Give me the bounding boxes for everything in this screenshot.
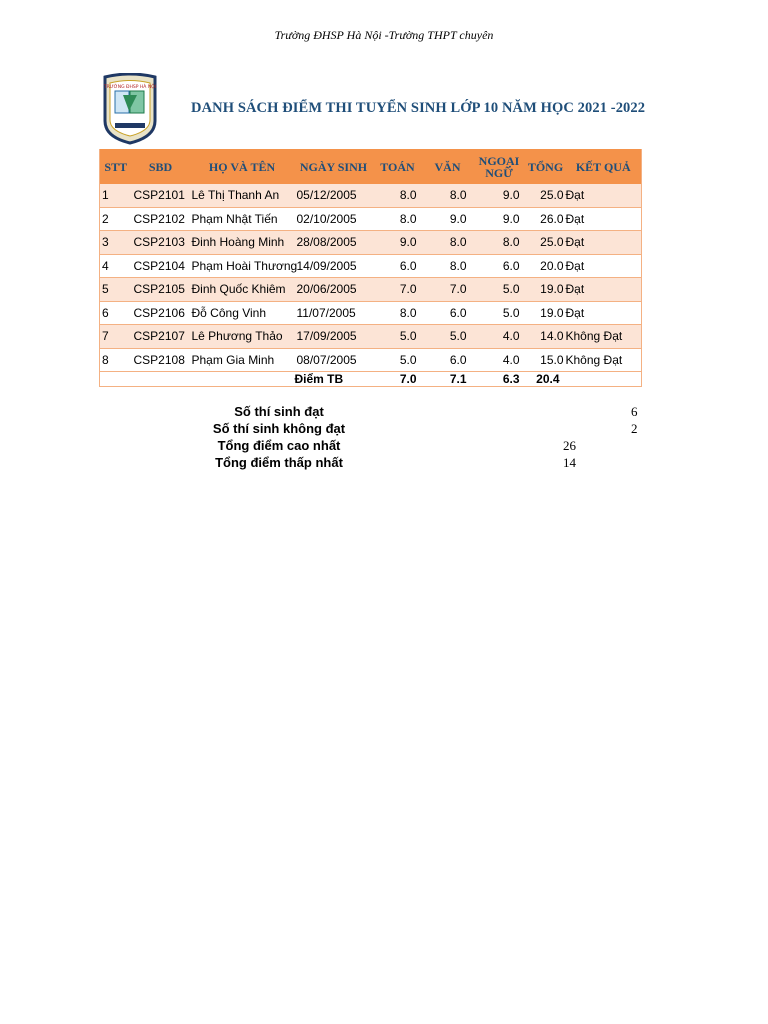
average-toan: 7.0 bbox=[373, 372, 423, 387]
cell-tong: 20.0 bbox=[526, 254, 566, 278]
summary-min-value: 14 bbox=[563, 455, 576, 470]
cell-name: Lê Thị Thanh An bbox=[190, 184, 295, 207]
summary-passed-label: Số thí sinh đạt bbox=[234, 404, 324, 419]
cell-kq: Đạt bbox=[566, 231, 642, 255]
cell-kq: Đạt bbox=[566, 278, 642, 302]
cell-stt: 6 bbox=[100, 301, 132, 325]
summary-failed-label: Số thí sinh không đạt bbox=[212, 421, 346, 436]
cell-name: Đinh Quốc Khiêm bbox=[190, 278, 295, 302]
cell-sbd: CSP2106 bbox=[132, 301, 190, 325]
summary-passed-value: 6 bbox=[631, 404, 638, 419]
cell-tong: 14.0 bbox=[526, 325, 566, 349]
page-title: DANH SÁCH ĐIỂM THI TUYỂN SINH LỚP 10 NĂM HỌC 2021 -2022 bbox=[191, 100, 646, 116]
cell-van: 9.0 bbox=[423, 207, 473, 231]
table-row bbox=[100, 231, 642, 255]
summary-max-value: 26 bbox=[563, 438, 576, 453]
cell-stt: 2 bbox=[100, 207, 132, 231]
cell-van: 6.0 bbox=[423, 301, 473, 325]
cell-kq: Không Đạt bbox=[566, 325, 642, 349]
cell-sbd: CSP2103 bbox=[132, 231, 190, 255]
cell-kq: Đạt bbox=[566, 301, 642, 325]
cell-stt: 4 bbox=[100, 254, 132, 278]
cell-name: Lê Phương Thảo bbox=[190, 325, 295, 349]
summary-max-label: Tổng điểm cao nhất bbox=[217, 438, 341, 453]
cell-toan: 8.0 bbox=[373, 301, 423, 325]
average-nn: 6.3 bbox=[473, 372, 526, 387]
cell-dob: 02/10/2005 bbox=[295, 207, 373, 231]
cell-dob: 28/08/2005 bbox=[295, 231, 373, 255]
cell-tong: 25.0 bbox=[526, 184, 566, 207]
cell-name: Phạm Hoài Thương bbox=[190, 254, 295, 278]
cell-sbd: CSP2101 bbox=[132, 184, 190, 207]
cell-stt: 5 bbox=[100, 278, 132, 302]
average-row bbox=[100, 372, 642, 387]
cell-toan: 5.0 bbox=[373, 325, 423, 349]
table-row bbox=[100, 348, 642, 372]
cell-nn: 4.0 bbox=[473, 325, 526, 349]
col-stt: STT bbox=[100, 149, 132, 184]
table-row bbox=[100, 301, 642, 325]
cell-van: 7.0 bbox=[423, 278, 473, 302]
col-ketqua: KẾT QUẢ bbox=[566, 149, 642, 184]
cell-dob: 05/12/2005 bbox=[295, 184, 373, 207]
cell-nn: 8.0 bbox=[473, 231, 526, 255]
cell-dob: 08/07/2005 bbox=[295, 348, 373, 372]
cell-nn: 9.0 bbox=[473, 184, 526, 207]
cell-nn: 6.0 bbox=[473, 254, 526, 278]
cell-toan: 6.0 bbox=[373, 254, 423, 278]
logo-text: TRƯỜNG ĐHSP HÀ NỘI bbox=[103, 85, 157, 90]
average-label: Điểm TB bbox=[295, 372, 373, 387]
cell-van: 8.0 bbox=[423, 231, 473, 255]
table-row bbox=[100, 207, 642, 231]
cell-sbd: CSP2105 bbox=[132, 278, 190, 302]
cell-nn: 4.0 bbox=[473, 348, 526, 372]
cell-toan: 5.0 bbox=[373, 348, 423, 372]
cell-name: Đinh Hoàng Minh bbox=[190, 231, 295, 255]
average-tong: 20.4 bbox=[526, 372, 566, 387]
table-row bbox=[100, 184, 642, 207]
cell-sbd: CSP2107 bbox=[132, 325, 190, 349]
cell-sbd: CSP2108 bbox=[132, 348, 190, 372]
cell-dob: 14/09/2005 bbox=[295, 254, 373, 278]
col-ngoaingu-line1: NGOẠI bbox=[478, 153, 520, 168]
col-dob: NGÀY SINH bbox=[295, 149, 373, 184]
school-crest-icon bbox=[101, 73, 159, 145]
summary-min-label: Tổng điểm thấp nhất bbox=[215, 455, 343, 470]
cell-toan: 8.0 bbox=[373, 207, 423, 231]
cell-sbd: CSP2104 bbox=[132, 254, 190, 278]
cell-tong: 15.0 bbox=[526, 348, 566, 372]
cell-name: Phạm Nhật Tiến bbox=[190, 207, 295, 231]
cell-stt: 3 bbox=[100, 231, 132, 255]
average-van: 7.1 bbox=[423, 372, 473, 387]
cell-dob: 11/07/2005 bbox=[295, 301, 373, 325]
cell-nn: 5.0 bbox=[473, 301, 526, 325]
cell-stt: 7 bbox=[100, 325, 132, 349]
cell-kq: Đạt bbox=[566, 254, 642, 278]
cell-name: Đỗ Công Vinh bbox=[190, 301, 295, 325]
score-table bbox=[99, 149, 642, 387]
table-header-row bbox=[100, 149, 642, 184]
cell-dob: 17/09/2005 bbox=[295, 325, 373, 349]
cell-stt: 1 bbox=[100, 184, 132, 207]
cell-van: 5.0 bbox=[423, 325, 473, 349]
col-ngoaingu bbox=[473, 149, 526, 184]
cell-tong: 26.0 bbox=[526, 207, 566, 231]
col-sbd: SBD bbox=[132, 149, 190, 184]
cell-kq: Đạt bbox=[566, 184, 642, 207]
table-row bbox=[100, 278, 642, 302]
cell-van: 6.0 bbox=[423, 348, 473, 372]
cell-dob: 20/06/2005 bbox=[295, 278, 373, 302]
col-tong: TỔNG bbox=[526, 149, 566, 184]
cell-nn: 9.0 bbox=[473, 207, 526, 231]
cell-tong: 19.0 bbox=[526, 301, 566, 325]
cell-toan: 7.0 bbox=[373, 278, 423, 302]
cell-nn: 5.0 bbox=[473, 278, 526, 302]
col-toan: TOÁN bbox=[373, 149, 423, 184]
cell-stt: 8 bbox=[100, 348, 132, 372]
col-ngoaingu-line2: NGỮ bbox=[485, 165, 513, 180]
cell-toan: 8.0 bbox=[373, 184, 423, 207]
cell-kq: Đạt bbox=[566, 207, 642, 231]
page-header: Trường ĐHSP Hà Nội -Trường THPT chuyên bbox=[274, 28, 494, 42]
col-name: HỌ VÀ TÊN bbox=[190, 149, 295, 184]
cell-toan: 9.0 bbox=[373, 231, 423, 255]
cell-van: 8.0 bbox=[423, 254, 473, 278]
cell-name: Phạm Gia Minh bbox=[190, 348, 295, 372]
cell-sbd: CSP2102 bbox=[132, 207, 190, 231]
table-row bbox=[100, 325, 642, 349]
cell-tong: 19.0 bbox=[526, 278, 566, 302]
cell-kq: Không Đạt bbox=[566, 348, 642, 372]
table-row bbox=[100, 254, 642, 278]
col-van: VĂN bbox=[423, 149, 473, 184]
cell-van: 8.0 bbox=[423, 184, 473, 207]
cell-tong: 25.0 bbox=[526, 231, 566, 255]
summary-failed-value: 2 bbox=[631, 421, 638, 436]
